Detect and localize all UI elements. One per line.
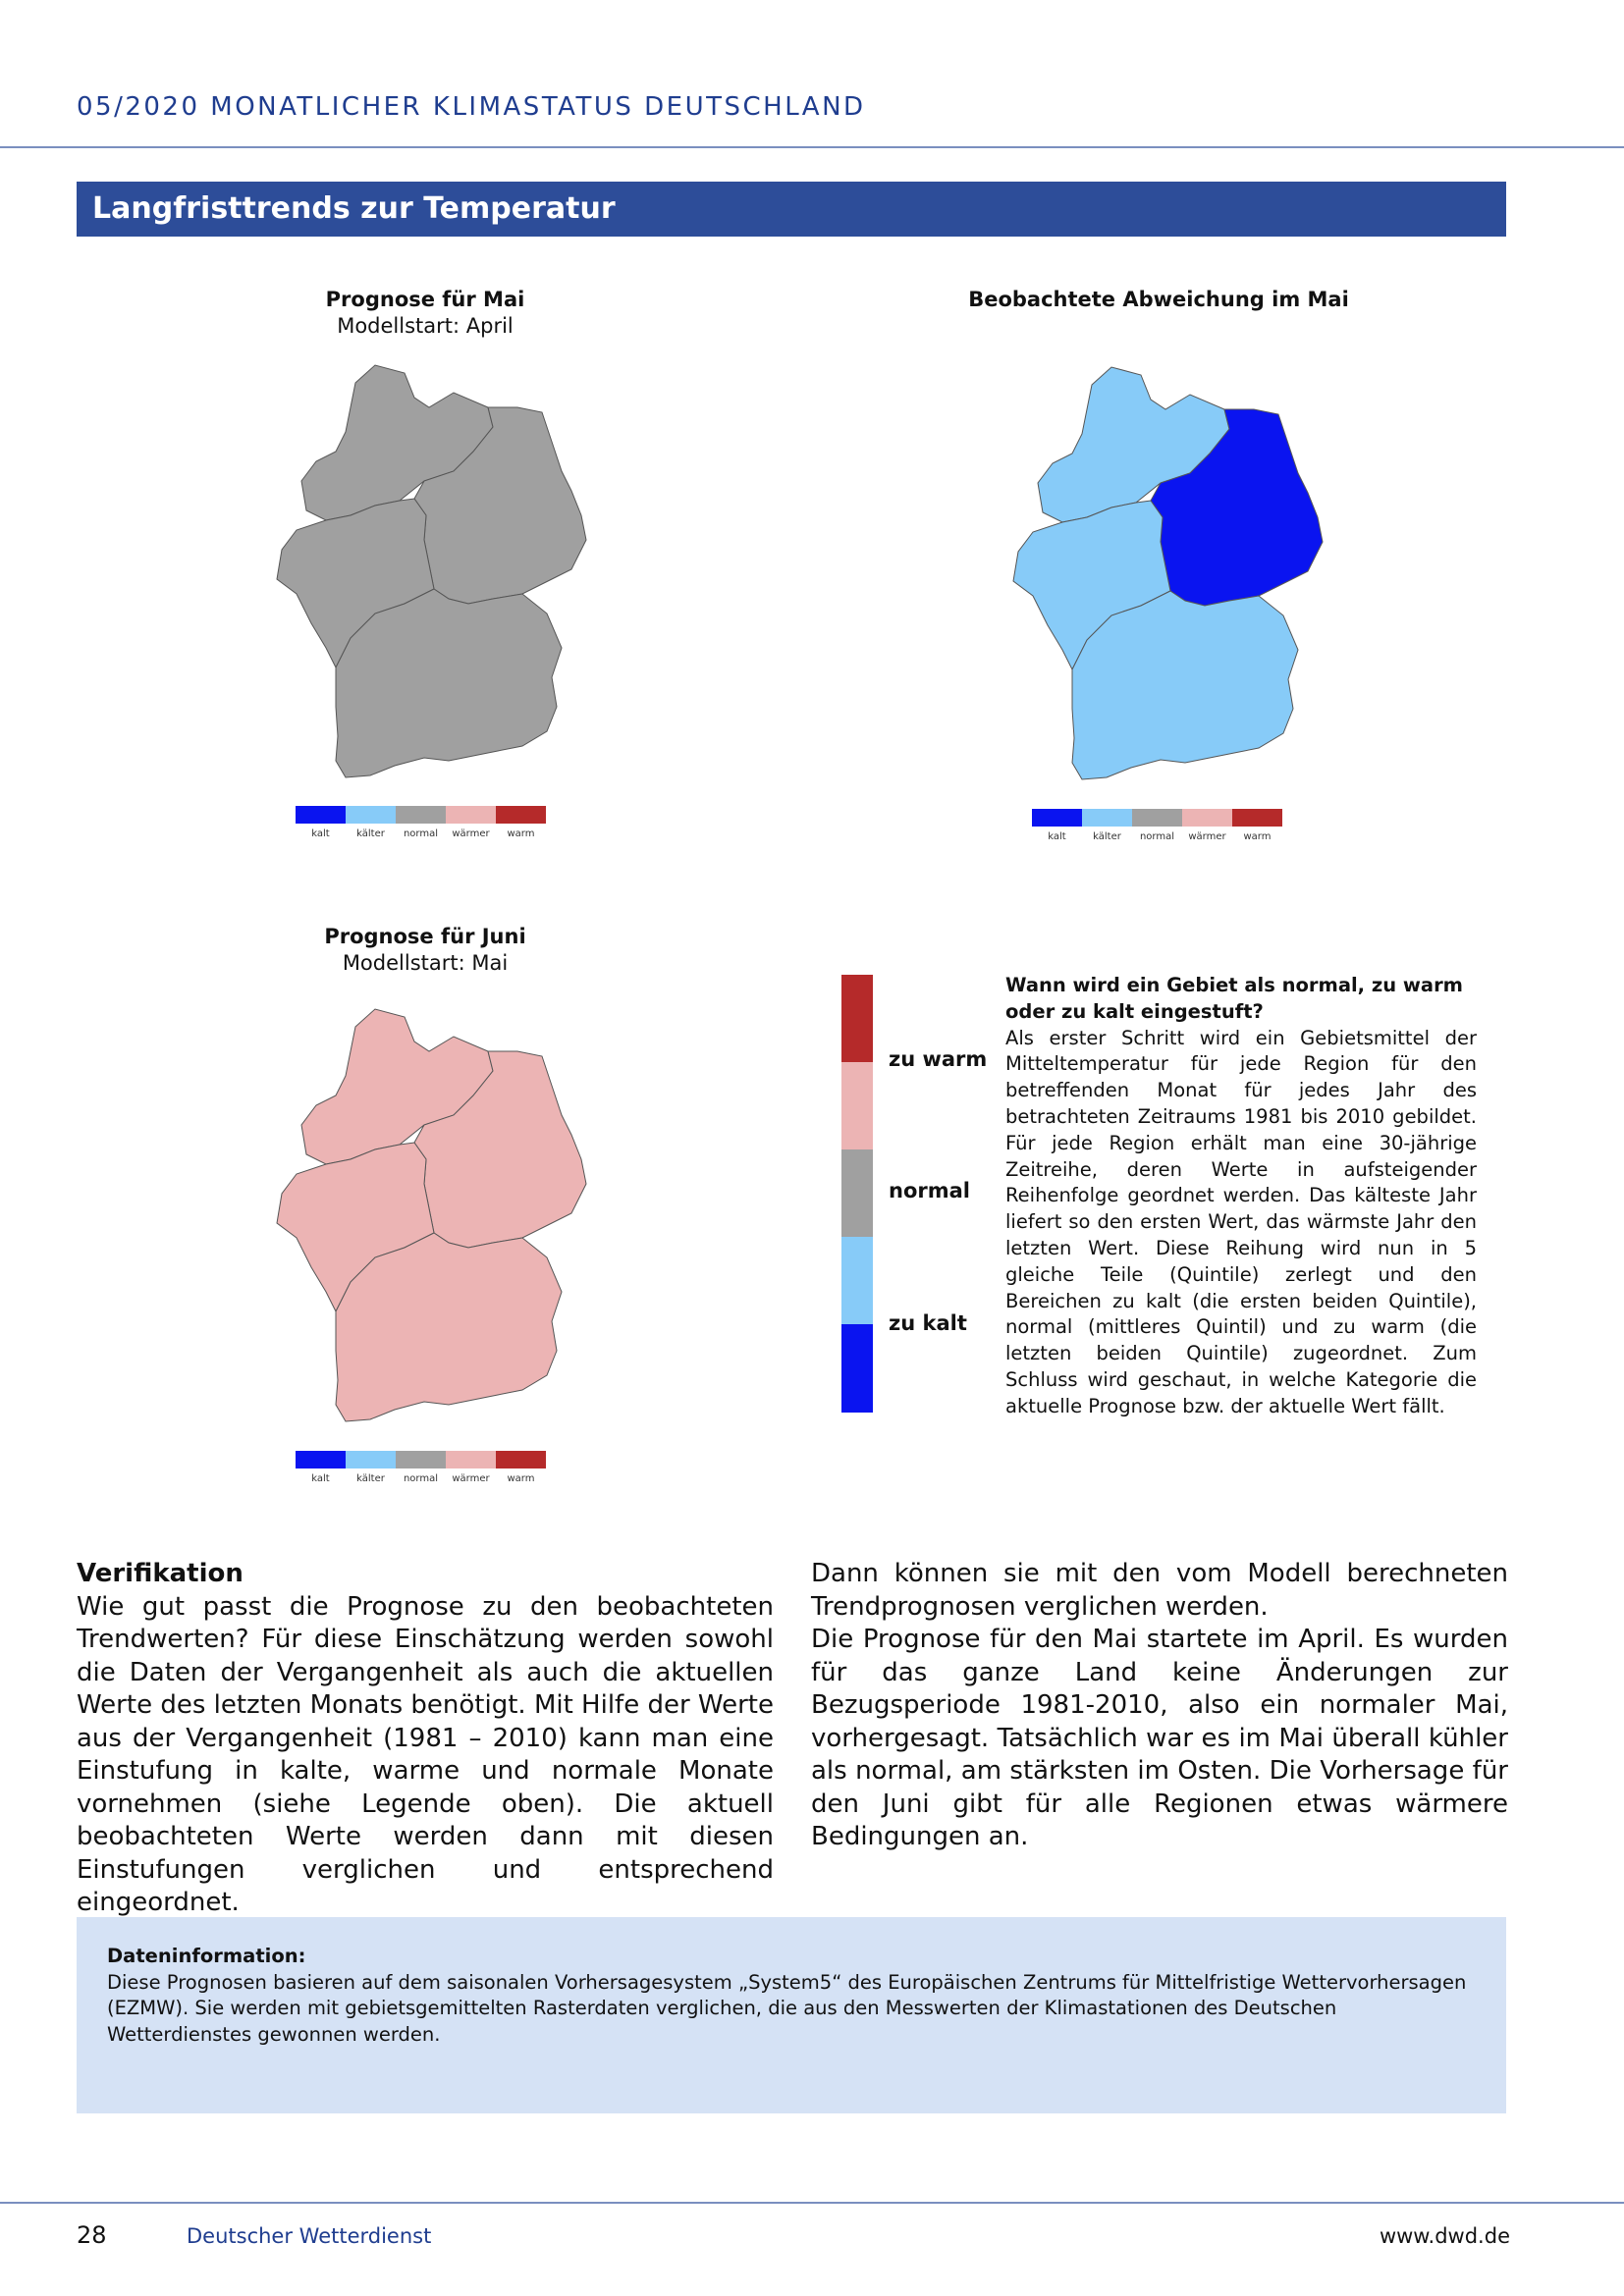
classification-explanation-title: Wann wird ein Gebiet als normal, zu warm oder zu kalt eingestuft? bbox=[1005, 974, 1464, 1023]
header-divider bbox=[0, 146, 1624, 148]
map-mai-beobachtet-title: Beobachtete Abweichung im Mai bbox=[968, 288, 1349, 311]
legend-label-waermer: wärmer bbox=[1188, 831, 1226, 842]
legend-label-kaelter: kälter bbox=[356, 828, 385, 839]
big-legend-label-warm: zu warm bbox=[889, 1047, 988, 1071]
map-juni-prognose-title: Prognose für Juni bbox=[324, 925, 526, 948]
legend-swatch-waermer bbox=[446, 806, 496, 824]
legend-swatch-kaelter bbox=[346, 1451, 396, 1468]
verification-left-column bbox=[77, 1558, 774, 1920]
big-legend-label-kalt: zu kalt bbox=[889, 1311, 967, 1335]
legend-label-kalt: kalt bbox=[1048, 831, 1066, 842]
big-legend-swatch-normal bbox=[841, 1149, 873, 1237]
section-header-bar bbox=[77, 182, 1506, 237]
legend-label-warm: warm bbox=[507, 828, 535, 839]
legend-label-warm: warm bbox=[507, 1473, 535, 1484]
legend-label-kaelter: kälter bbox=[1093, 831, 1121, 842]
classification-explanation-body: Als erster Schritt wird ein Gebietsmittel der Mitteltemperatur für jede Region für den betreffenden Monat für jedes Jahr des betrachteten Zeitraums 1981 bis 2010 gebildet. Für jede Region erhält man eine 30-jährige Zeitreihe, deren Werte in aufsteigender Reihenfolge geordnet werden. Das kälteste Jahr liefert so den ersten Wert, das wärmste Jahr den letzten Wert. Diese Reihung wird nun in 5 gleiche Teile (Quintile) zerlegt und den Bereichen zu kalt (die ersten beiden Quintile), normal (mittleres Quintil) und zu warm (die letzten beiden Quintile) zugeordnet. Zum Schluss wird geschaut, in welche Kategorie die aktuelle Prognose bzw. der aktuelle Wert fällt. bbox=[1005, 1026, 1477, 1417]
page-number: 28 bbox=[77, 2221, 107, 2249]
section-title: Langfristtrends zur Temperatur bbox=[92, 191, 616, 226]
legend-swatch-waermer bbox=[1182, 809, 1232, 827]
legend-label-waermer: wärmer bbox=[452, 828, 490, 839]
legend-swatch-kalt bbox=[1032, 809, 1082, 827]
data-information-body: Diese Prognosen basieren auf dem saisonalen Vorhersagesystem „System5“ des Europäischen Zentrums für Mittelfristige Wettervorhersagen (EZMW). Sie werden mit gebietsgemittelten Rasterdaten verglichen, die aus den Messwerten der Klimastationen des Deutschen Wetterdienstes gewonnen werden. bbox=[107, 1970, 1467, 2046]
map-mai-prognose-color-legend bbox=[296, 806, 546, 824]
legend-swatch-kaelter bbox=[1082, 809, 1132, 827]
map-mai-prognose bbox=[257, 353, 601, 805]
legend-swatch-normal bbox=[396, 1451, 446, 1468]
map-juni-prognose-legend-labels bbox=[296, 1473, 546, 1484]
map-mai-prognose-legend-labels bbox=[296, 828, 546, 839]
legend-label-kalt: kalt bbox=[311, 1473, 330, 1484]
footer-organization: Deutscher Wetterdienst bbox=[187, 2224, 432, 2248]
map-mai-prognose-title: Prognose für Mai bbox=[325, 288, 525, 311]
legend-swatch-warm bbox=[496, 806, 546, 824]
big-legend-swatch-kaelter bbox=[841, 1237, 873, 1324]
legend-label-kalt: kalt bbox=[311, 828, 330, 839]
map-mai-prognose-title-block bbox=[278, 287, 572, 340]
data-information-box bbox=[77, 1917, 1506, 2113]
legend-label-normal: normal bbox=[403, 828, 439, 839]
verification-heading: Verifikation bbox=[77, 1559, 244, 1588]
page-header-title: 05/2020 MONATLICHER KLIMASTATUS DEUTSCHLAND bbox=[77, 92, 866, 122]
map-mai-prognose-subtitle: Modellstart: April bbox=[337, 314, 514, 338]
legend-label-normal: normal bbox=[1139, 831, 1175, 842]
classification-explanation bbox=[1005, 973, 1477, 1420]
legend-swatch-warm bbox=[496, 1451, 546, 1468]
footer-url-link[interactable]: www.dwd.de bbox=[1379, 2224, 1510, 2248]
big-legend-label-normal: normal bbox=[889, 1179, 970, 1202]
map-juni-prognose bbox=[257, 997, 601, 1449]
verification-left-text: Wie gut passt die Prognose zu den beobachteten Trendwerten? Für diese Einschätzung werden sowohl die Daten der Vergangenheit als auch die aktuellen Werte des letzten Monats benötigt. Mit Hilfe der Werte aus der Vergangenheit (1981 – 2010) kann man eine Einstufung in kalte, warme und normale Monate vornehmen (siehe Legende oben). Die aktuell beobachteten Werte werden dann mit diesen Einstufungen verglichen und entsprechend eingeordnet. bbox=[77, 1591, 774, 1917]
big-legend-swatch-warm bbox=[841, 975, 873, 1062]
map-mai-beobachtet-color-legend bbox=[1032, 809, 1282, 827]
verification-right-text-1: Dann können sie mit den vom Modell berechneten Trendprognosen verglichen werden. bbox=[811, 1559, 1508, 1622]
legend-swatch-kaelter bbox=[346, 806, 396, 824]
map-mai-beobachtet-title-block bbox=[913, 287, 1404, 313]
footer-divider bbox=[0, 2202, 1624, 2204]
legend-swatch-warm bbox=[1232, 809, 1282, 827]
legend-label-warm: warm bbox=[1243, 831, 1272, 842]
legend-swatch-normal bbox=[1132, 809, 1182, 827]
data-information-title: Dateninformation: bbox=[107, 1945, 306, 1967]
legend-swatch-kalt bbox=[296, 806, 346, 824]
legend-swatch-normal bbox=[396, 806, 446, 824]
legend-swatch-kalt bbox=[296, 1451, 346, 1468]
legend-label-normal: normal bbox=[403, 1473, 439, 1484]
map-juni-prognose-color-legend bbox=[296, 1451, 546, 1468]
map-juni-prognose-subtitle: Modellstart: Mai bbox=[342, 951, 509, 975]
legend-swatch-waermer bbox=[446, 1451, 496, 1468]
map-juni-prognose-title-block bbox=[278, 924, 572, 977]
verification-right-column bbox=[811, 1558, 1508, 1854]
big-legend-swatch-kalt bbox=[841, 1324, 873, 1413]
legend-label-waermer: wärmer bbox=[452, 1473, 490, 1484]
map-mai-beobachtet-legend-labels bbox=[1032, 831, 1282, 842]
verification-right-text-2: Die Prognose für den Mai startete im April. Es wurden für das ganze Land keine Änderungen zur Bezugsperiode 1981-2010, also ein normaler Mai, vorhergesagt. Tatsächlich war es im Mai überall kühler als normal, am stärksten im Osten. Die Vorhersage für den Juni gibt für alle Regionen etwas wärmere Bedingungen an. bbox=[811, 1625, 1508, 1851]
legend-label-kaelter: kälter bbox=[356, 1473, 385, 1484]
big-legend-swatch-waermer bbox=[841, 1062, 873, 1149]
map-mai-beobachtet bbox=[994, 355, 1337, 807]
